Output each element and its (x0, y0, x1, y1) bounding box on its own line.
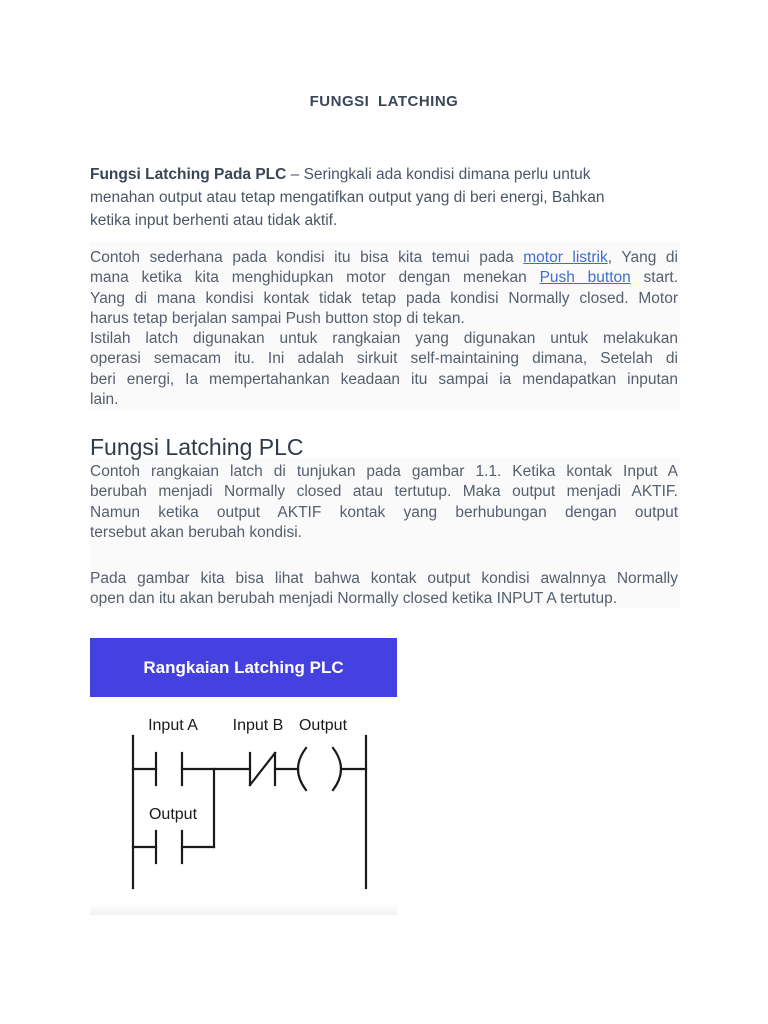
section-p1-line-3: Namun ketika output AKTIF kontak yang berhubungan dengan output (90, 503, 678, 521)
input-a-label: Input A (148, 717, 198, 734)
input-b-closed-slash (250, 753, 275, 785)
para2-text-1b: , Yang di (607, 249, 678, 266)
section-p1-line-1: Contoh rangkaian latch di tunjukan pada gambar 1.1. Ketika kontak Input A (90, 463, 678, 480)
push-button-link[interactable]: Push button (539, 269, 631, 287)
latching-figure (90, 638, 397, 913)
para2-line-5: Istilah latch digunakan untuk rangkaian yang digunakan untuk melakukan (90, 330, 678, 348)
intro-paragraph (90, 163, 678, 232)
para2-line-8: lain. (90, 391, 119, 409)
section-heading: Fungsi Latching PLC (90, 434, 304, 460)
output-coil-left-arc (298, 748, 306, 790)
section-paragraph-1 (90, 462, 678, 543)
intro-line-2: menahan output atau tetap mengatifkan output yang di beri energi, Bahkan (90, 189, 605, 206)
motor-listrik-link[interactable]: motor listrik (523, 249, 608, 266)
intro-line-3: ketika input berhenti atau tidak aktif. (90, 212, 338, 229)
figure-bottom-edge (90, 903, 397, 915)
para2-text-2a: mana ketika kita menghidupkan motor dengan menekan (90, 269, 540, 287)
intro-bold: Fungsi Latching Pada PLC (90, 166, 287, 183)
para2-text-1a: Contoh sederhana pada kondisi itu bisa kita temui pada (90, 249, 524, 266)
para2-line-6: operasi semacam itu. Ini adalah sirkuit self-maintaining dimana, Setelah di (90, 350, 678, 368)
figure-title: Rangkaian Latching PLC (90, 638, 397, 697)
output-contact-label: Output (148, 806, 198, 823)
output-coil-right-arc (333, 748, 341, 790)
section-p1-line-4: tersebut akan berubah kondisi. (90, 523, 302, 541)
para2-line-3: Yang di mana kondisi kontak tidak tetap pada kondisi Normally closed. Motor (90, 289, 678, 307)
section-p2-line-1: Pada gambar kita bisa lihat bahwa kontak output kondisi awalnnya Normally (90, 570, 678, 587)
section-p2-line-2: open dan itu akan berubah menjadi Normally closed ketika INPUT A tertutup. (90, 590, 618, 608)
para2-line-4: harus tetap berjalan sampai Push button stop di tekan. (90, 309, 465, 327)
para2-text-2b: start. (630, 269, 679, 287)
output-coil-label: Output (298, 717, 348, 734)
para2-line-7: beri energi, Ia mempertahankan keadaan itu sampai ia mendapatkan inputan (90, 370, 678, 388)
input-b-label: Input B (232, 717, 284, 734)
section-paragraph-2 (90, 569, 678, 610)
intro-line-1: – Seringkali ada kondisi dimana perlu untuk (286, 166, 591, 183)
explanation-paragraph (90, 248, 678, 410)
ladder-diagram (90, 638, 397, 913)
section-p1-line-2: berubah menjadi Normally closed atau tertutup. Maka output menjadi AKTIF. (90, 483, 678, 501)
page-title: FUNGSI LATCHING (309, 93, 459, 110)
